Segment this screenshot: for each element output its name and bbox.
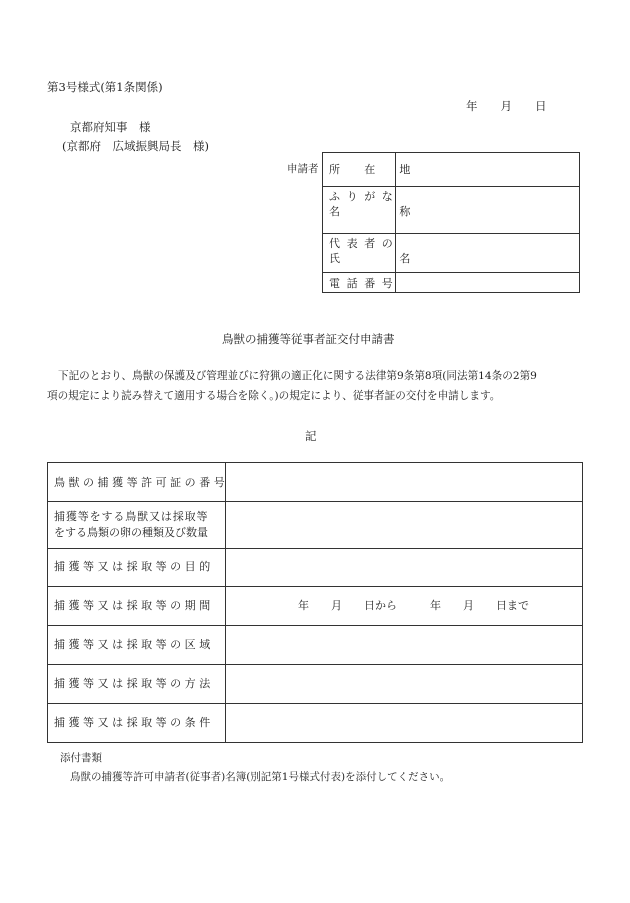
method-label: 捕獲等又は採取等の方法 (54, 677, 214, 690)
addressee-governor: 京都府知事 様 (70, 120, 151, 134)
address-label: 所 在 地 (329, 163, 417, 176)
conditions-label: 捕獲等又は採取等の条件 (54, 716, 214, 729)
table-row-divider (48, 625, 582, 626)
table-row-divider (48, 664, 582, 665)
period-value: 年 月 日から 年 月 日まで (298, 599, 529, 612)
representative-label: 代表者の (329, 237, 400, 250)
applicant-row-divider (323, 186, 579, 187)
application-table (47, 462, 583, 743)
applicant-row-divider (323, 272, 579, 273)
applicant-table (322, 152, 580, 293)
species-label-line-1: 捕獲等をする鳥獣又は採取等 (54, 510, 209, 523)
table-row-divider (48, 586, 582, 587)
table-row-divider (48, 548, 582, 549)
table-row-divider (48, 703, 582, 704)
table-row-divider (48, 501, 582, 502)
phone-label: 電話番号 (329, 277, 400, 290)
period-label: 捕獲等又は採取等の期間 (54, 599, 214, 612)
body-line-2: 項の規定により読み替えて適用する場合を除く。)の規定により、従事者証の交付を申請します。 (47, 390, 501, 402)
document-title: 鳥獣の捕獲等従事者証交付申請書 (222, 332, 395, 346)
purpose-label: 捕獲等又は採取等の目的 (54, 560, 214, 573)
representative-name-label: 氏 名 (329, 252, 417, 265)
body-line-1: 下記のとおり、鳥獣の保護及び管理並びに狩猟の適正化に関する法律第9条第8項(同法第14条の2第9 (58, 370, 537, 382)
name-label: 名 称 (329, 205, 417, 218)
furigana-label: ふりがな (329, 190, 400, 203)
attachments-heading: 添付書類 (60, 752, 102, 764)
applicant-row-divider (323, 233, 579, 234)
ki-heading: 記 (305, 429, 317, 443)
table-column-divider (225, 463, 226, 742)
applicant-label: 申請者 (287, 163, 319, 175)
area-label: 捕獲等又は採取等の区域 (54, 638, 214, 651)
form-number: 第3号様式(第1条関係) (47, 80, 163, 94)
permit-number-label: 鳥獣の捕獲等許可証の番号 (54, 476, 229, 489)
attachments-item: 鳥獣の捕獲等許可申請者(従事者)名簿(別記第1号様式付表)を添付してください。 (70, 771, 451, 783)
addressee-bureau: (京都府 広域振興局長 様) (62, 139, 209, 153)
species-label-line-2: をする鳥類の卵の種類及び数量 (54, 526, 208, 539)
date-line: 年 月 日 (466, 99, 547, 113)
